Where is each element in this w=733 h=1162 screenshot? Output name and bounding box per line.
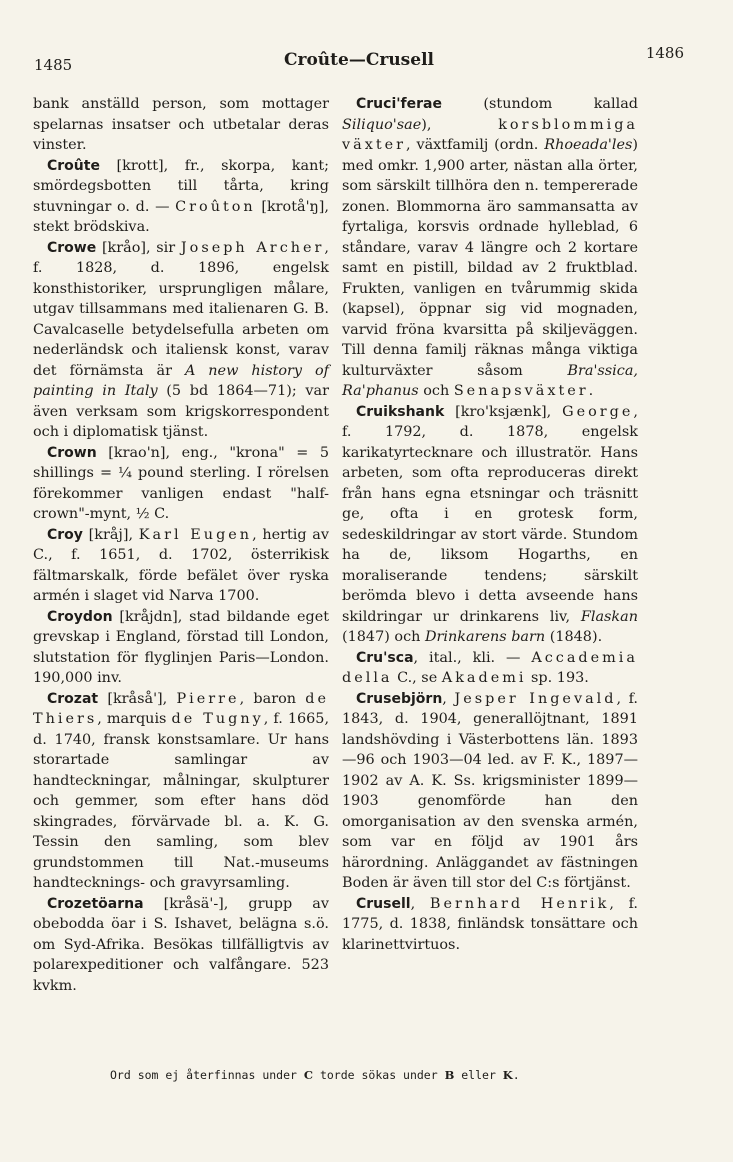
- entry-headword: Crown: [47, 444, 97, 461]
- entry-text: Karl Eugen: [138, 526, 253, 543]
- entry-text: [kråjdn], stad bildande eget grevskap i England, förstad till London, slutstation för flyglinjen Paris—London. 190,000 inv.: [33, 608, 329, 686]
- entry-text: bank anställd person, som mottager spelarnas insatser och utbetalar deras vinster.: [33, 96, 329, 153]
- footer-text: eller: [454, 1068, 503, 1082]
- entry-text: (1848).: [545, 629, 603, 645]
- entry-text: de Thiers: [33, 690, 329, 727]
- entry-text: A new history of painting in Italy: [33, 362, 329, 399]
- entry-headword: Cruci'ferae: [356, 96, 442, 112]
- entry-text: Jesper Ingevald: [454, 690, 617, 707]
- dictionary-entry: [33, 894, 329, 997]
- entry-text: , f. 1828, d. 1896, engelsk konsthistoriker, ursprungligen målare, utgav tillsammans med italienaren G. B. Cavalcaselle betydelsefulla arbeten om nederländsk och italiensk konst, varav det förnämsta är: [33, 239, 329, 379]
- entry-headword: Crozat: [47, 690, 99, 707]
- entry-text: , baron: [239, 690, 306, 707]
- entry-text: Senapsväxter: [453, 383, 589, 399]
- entry-headword: Croy: [47, 526, 83, 543]
- entry-text: och: [418, 383, 454, 399]
- footer-letter: C: [303, 1068, 314, 1082]
- dictionary-entry: [33, 238, 329, 443]
- entry-text: , f. 1665, d. 1740, fransk konstsamlare. Ur hans storartade samlingar av handteckningar, målningar, skulpturer och gemmer, som efter hans död skingrades, förvärvade bl. a. K. G. Tessin den samling, som blev grundstommen till Nat.-museums handtecknings- och gravyrsamling.: [33, 711, 330, 891]
- footer-letter: K: [502, 1068, 513, 1082]
- left-column: [33, 94, 329, 996]
- entry-text: [krotå'ŋ], stekt brödskiva.: [33, 198, 329, 235]
- entry-text: [kråsä'-], grupp av obebodda öar i S. Ishavet, belägna s.ö. om Syd-Afrika. Besökas tillfälligtvis av polarexpeditioner och valfångare. 523 kvkm.: [33, 895, 329, 994]
- footer-note: [110, 1068, 610, 1082]
- entry-text: (stundom kallad: [441, 96, 638, 112]
- page-header: [34, 44, 684, 84]
- entry-text: Accademia della: [342, 649, 638, 686]
- footer-letter: B: [444, 1068, 455, 1082]
- entry-text: ) med omkr. 1,900 arter, nästan alla örter, som särskilt tillhöra den n. tempererade zonen. Blommorna äro sammansatta av fyrtaliga, korsvis ordnade hylleblad, 6 ståndare, varav 4 längre och 2 kortare samt en pistill, bildad av 2 fruktblad. Frukten, vanligen en tvårummig skida (kapsel), öppnar sig vid mognaden, varvid fröna kvarsitta på skiljeväggen. Till denna familj räknas många viktiga kulturväxter såsom: [342, 137, 638, 379]
- entry-text: [krao'n], eng., "krona" = 5 shillings = ¼ pound sterling. I rörelsen förekommer vanligen endast "half-crown"-mynt, ½ C.: [33, 444, 329, 522]
- entry-headword: Crusell: [356, 895, 411, 912]
- dictionary-entry: [342, 894, 638, 956]
- entry-headword: Crowe: [47, 239, 97, 256]
- entry-text: [kråo], sir: [96, 239, 181, 256]
- entry-headword: Crozetöarna: [47, 895, 144, 912]
- dictionary-entry: [33, 156, 329, 238]
- entry-text: .: [588, 383, 594, 399]
- entry-text: , växtfamilj (ordn.: [406, 137, 545, 153]
- entry-text: sp. 193.: [526, 670, 589, 686]
- entry-text: C., se: [392, 670, 442, 686]
- entry-headword: Crusebjörn: [356, 690, 443, 707]
- dictionary-entry: [33, 525, 329, 607]
- entry-text: , f. 1843, d. 1904, generallöjtnant, 1891 landshövding i Västerbottens län. 1893—96 och 1903—04 led. av F. K., 1897—1902 av A. K. Ss. krigsminister 1899—1903 genomförde han den omorganisation av den svenska armén, som var en följd av 1901 års härordning. Anläggandet av fästningen Boden är även till stor del C:s förtjänst.: [342, 690, 638, 891]
- entry-text: Rhoeada'les: [544, 137, 633, 153]
- dictionary-entry: [33, 607, 329, 689]
- footer-text: Ord som ej återfinnas under: [110, 1068, 304, 1082]
- entry-text: , ital., kli. —: [413, 649, 532, 666]
- entry-text: ,: [410, 895, 430, 912]
- entry-text: , marquis: [97, 711, 172, 727]
- entry-text: (1847) och: [342, 629, 425, 645]
- entry-text: ,: [442, 690, 455, 707]
- page-number-left: 1485: [34, 56, 73, 74]
- entry-text: Bernhard Henrik: [429, 895, 610, 912]
- entry-text: (5 bd 1864—71); var även verksam som krigskorrespondent och i diplomatisk tjänst.: [33, 383, 329, 440]
- page-number-right: 1486: [645, 44, 684, 62]
- entry-text: [kråså'],: [98, 690, 177, 707]
- entry-text: [krott], fr., skorpa, kant; smördegsbotten till tårta, kring stuvningar o. d. —: [33, 157, 329, 215]
- entry-text: Croûton: [175, 198, 256, 215]
- entry-text: Pierre: [176, 690, 240, 707]
- entry-text: ),: [421, 116, 499, 133]
- entry-text: korsblommiga växter: [342, 116, 638, 153]
- entry-text: Joseph Archer: [180, 239, 325, 256]
- entry-text: Flaskan: [580, 608, 638, 625]
- entry-text: , hertig av C., f. 1651, d. 1702, österrikisk fältmarskalk, förde befälet över ryska armén i slaget vid Narva 1700.: [33, 526, 329, 604]
- right-column: [342, 94, 638, 955]
- dictionary-entry: [342, 402, 638, 648]
- entry-headword: Croydon: [47, 608, 113, 625]
- dictionary-entry: [33, 94, 329, 156]
- entry-text: , f. 1792, d. 1878, engelsk karikatyrtecknare och illustratör. Hans arbeten, som ofta reproduceras direkt från hans egna etsningar och träsnitt ge, ofta i en grotesk form, sedeskildringar av stort värde. Stundom ha de, liksom Hogarths, en moraliserande tendens; särskilt berömda blevo i detta avseende hans skildringar ur drinkarens liv,: [342, 403, 638, 625]
- entry-text: de Tugny: [171, 711, 264, 727]
- entry-headword: Cruikshank: [356, 403, 445, 420]
- footer-text: .: [512, 1068, 520, 1082]
- page-title: Croûte—Crusell: [283, 50, 434, 70]
- entry-headword: Croûte: [47, 157, 100, 174]
- entry-text: Drinkarens barn: [425, 629, 546, 645]
- dictionary-entry: [342, 689, 638, 894]
- dictionary-entry: [33, 689, 329, 894]
- entry-text: [kråj],: [82, 526, 139, 543]
- entry-text: George: [562, 403, 634, 420]
- dictionary-entry: [33, 443, 329, 525]
- entry-text: , f. 1775, d. 1838, finländsk tonsättare och klarinettvirtuos.: [342, 895, 638, 953]
- dictionary-entry: [342, 648, 638, 689]
- footer-text: torde sökas under: [313, 1068, 445, 1082]
- entry-text: Siliquo'sae: [342, 116, 422, 133]
- entry-text: [kro'ksjænk],: [444, 403, 563, 420]
- entry-text: Bra'ssica, Ra'phanus: [342, 362, 638, 399]
- entry-headword: Cru'sca: [356, 649, 414, 666]
- entry-text: Akademi: [441, 670, 527, 686]
- dictionary-entry: [342, 94, 638, 402]
